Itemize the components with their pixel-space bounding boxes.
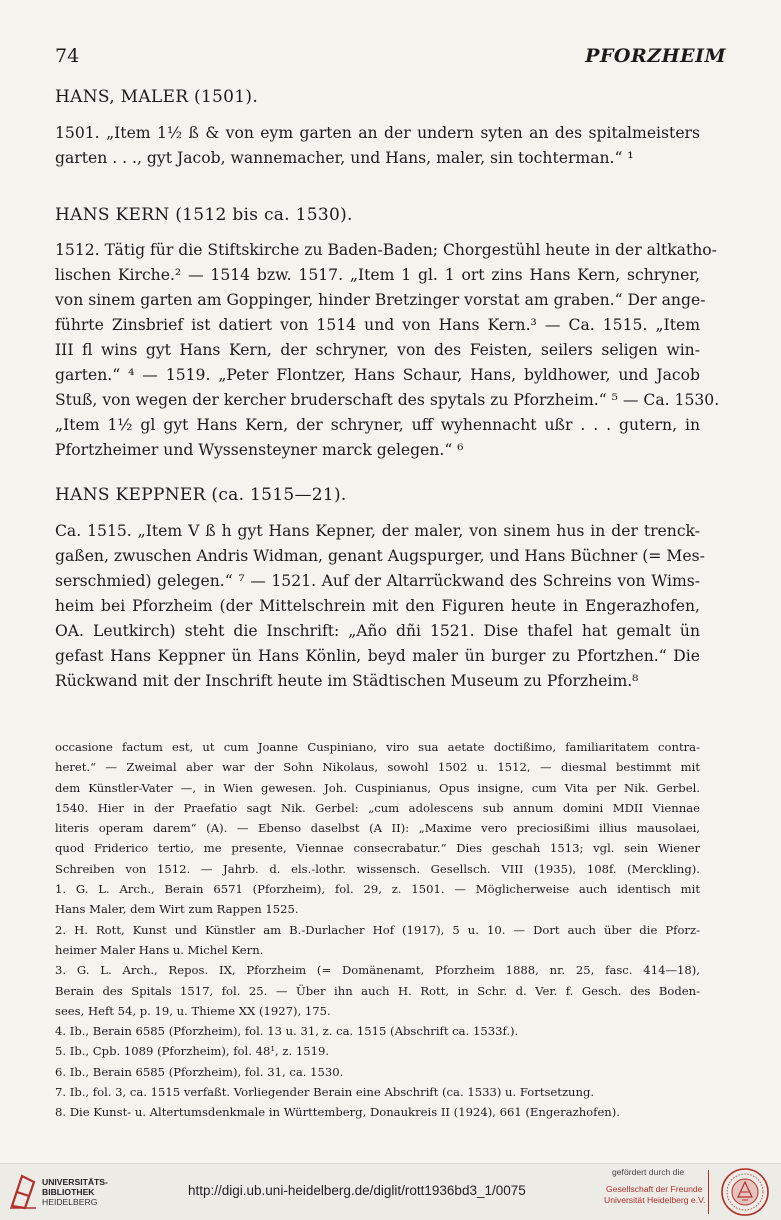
footnote-line: 7. Ib., fol. 3, ca. 1515 verfaßt. Vorliegender Berain eine Abschrift (ca. 1533) u. Fortsetzung.	[55, 1085, 595, 1100]
footnote-line: sees, Heft 54, p. 19, u. Thieme XX (1927), 175.	[55, 1003, 331, 1018]
text-line: gefast Hans Keppner ün Hans Könlin, beyd maler ün burger zu Pfortzhen.“ Die	[55, 647, 700, 665]
section-heading: HANS KEPPNER (ca. 1515—21).	[55, 485, 347, 505]
footnote-line: heret.“ — Zweimal aber war der Sohn Nikolaus, sowohl 1502 u. 1512, — diesmal bestimmt mit	[55, 760, 700, 775]
viewer-footer	[0, 1163, 781, 1220]
text-line: „Item 1½ gl gyt Hans Kern, der schryner, uff wyhennacht ußr . . . gutern, in	[55, 416, 700, 434]
footnote-line: quod Friderico tertio, me presente, Viennae consecrabatur.“ Dies geschah 1513; vgl. sein Wiener	[55, 841, 700, 856]
text-line: OA. Leutkirch) steht die Inschrift: „Año dñi 1521. Dise thafel hat gemalt ün	[55, 622, 700, 640]
footer-divider	[708, 1170, 709, 1214]
text-line: heim bei Pforzheim (der Mittelschrein mit den Figuren heute in Engerazhofen,	[55, 597, 700, 615]
section-body	[55, 238, 720, 463]
page-number: 74	[55, 45, 80, 67]
sponsor-name: Universität Heidelberg e.V.	[604, 1195, 706, 1205]
text-line: gaßen, zwuschen Andris Widman, genant Augspurger, und Hans Büchner (= Mes-	[55, 547, 705, 565]
footnote-line: 6. Ib., Berain 6585 (Pforzheim), fol. 31, ca. 1530.	[55, 1064, 344, 1079]
footnote-line: heimer Maler Hans u. Michel Kern.	[55, 942, 264, 957]
footnote-line: occasione factum est, ut cum Joanne Cuspiniano, viro sua aetate doctißimo, familiaritatem contra-	[55, 740, 700, 754]
footnote-line: Berain des Spitals 1517, fol. 25. — Über ihn auch H. Rott, in Schr. d. Ver. f. Gesch. des Boden-	[55, 983, 700, 998]
text-line: Pfortzheimer und Wyssensteyner marck gelegen.“ ⁶	[55, 441, 464, 459]
footnote-line: literis operam darem“ (A). — Ebenso daselbst (A II): „Maxime vero preciosißimi illius mausolaei,	[55, 821, 700, 836]
footnotes	[55, 737, 700, 1123]
text-line: 1512. Tätig für die Stiftskirche zu Baden-Baden; Chorgestühl heute in der altkatho-	[55, 241, 717, 259]
footnote-line: Hans Maler, dem Wirt zum Rappen 1525.	[55, 902, 299, 917]
library-line: UNIVERSITÄTS-	[42, 1177, 108, 1187]
footnote-line: 4. Ib., Berain 6585 (Pforzheim), fol. 13 u. 31, z. ca. 1515 (Abschrift ca. 1533f.).	[55, 1024, 519, 1039]
university-seal-icon[interactable]	[720, 1167, 770, 1217]
text-line: Rückwand mit der Inschrift heute im Städtischen Museum zu Pforzheim.⁸	[55, 672, 639, 690]
footnote-line: 5. Ib., Cpb. 1089 (Pforzheim), fol. 48¹, z. 1519.	[55, 1044, 330, 1059]
footnote-line: 1540. Hier in der Praefatio sagt Nik. Gerbel: „cum adolescens sub annum domini MDII Viennae	[55, 800, 700, 815]
library-name[interactable]	[42, 1177, 108, 1207]
library-line: BIBLIOTHEK	[42, 1187, 95, 1197]
footnote-line: 2. H. Rott, Kunst und Künstler am B.-Durlacher Hof (1917), 5 u. 10. — Dort auch über die Pforz-	[55, 922, 700, 937]
text-line: von sinem garten am Goppinger, hinder Bretzinger vorstat am graben.“ Der ange-	[55, 291, 706, 309]
sponsor-name: Gesellschaft der Freunde	[606, 1184, 703, 1194]
footnote-line: Schreiben von 1512. — Jahrb. d. els.-lothr. wissensch. Gesellsch. VIII (1935), 108f. (Merckling).	[55, 861, 700, 876]
page-header	[55, 45, 726, 73]
section-body	[55, 519, 705, 694]
footnote-line: 8. Die Kunst- u. Altertumsdenkmale in Württemberg, Donaukreis II (1924), 661 (Engerazhofen).	[55, 1105, 620, 1120]
text-line: serschmied) gelegen.“ ⁷ — 1521. Auf der Altarrückwand des Schreins von Wims-	[55, 572, 700, 590]
permalink-url[interactable]: http://digi.ub.uni-heidelberg.de/diglit/rott1936bd3_1/0075	[188, 1183, 526, 1198]
section-heading: HANS KERN (1512 bis ca. 1530).	[55, 205, 353, 225]
text-line: lischen Kirche.² — 1514 bzw. 1517. „Item 1 gl. 1 ort zins Hans Kern, schryner,	[55, 266, 700, 284]
text-line: III fl wins gyt Hans Kern, der schryner, von des Feisten, seilers seligen win-	[55, 341, 700, 359]
ub-heidelberg-logo-icon[interactable]	[8, 1172, 38, 1210]
section-heading: HANS, MALER (1501).	[55, 87, 259, 107]
sponsor-label: gefördert durch die	[612, 1167, 685, 1177]
section-body	[55, 121, 700, 171]
text-line: 1501. „Item 1½ ß & von eym garten an der undern syten an des spitalmeisters	[55, 124, 700, 142]
text-line: Stuß, von wegen der kercher bruderschaft des spytals zu Pforzheim.“ ⁵ — Ca. 1530.	[55, 391, 720, 409]
text-line: Ca. 1515. „Item V ß h gyt Hans Kepner, der maler, von sinem hus in der trenck-	[55, 522, 700, 540]
text-line: garten . . ., gyt Jacob, wannemacher, und Hans, maler, sin tochterman.“ ¹	[55, 149, 634, 167]
footnote-line: dem Künstler-Vater —, in Wien gewesen. Joh. Cuspinianus, Opus insigne, cum Vita per Nik. Gerbel.	[55, 780, 700, 795]
footnote-line: 1. G. L. Arch., Berain 6571 (Pforzheim), fol. 29, z. 1501. — Möglicherweise auch identisch mit	[55, 882, 700, 897]
running-head: PFORZHEIM	[585, 45, 726, 67]
footnote-line: 3. G. L. Arch., Repos. IX, Pforzheim (= Domänenamt, Pforzheim 1888, nr. 25, fasc. 414—18),	[55, 963, 700, 978]
text-line: führte Zinsbrief ist datiert von 1514 und von Hans Kern.³ — Ca. 1515. „Item	[55, 316, 700, 334]
library-line: HEIDELBERG	[42, 1197, 98, 1207]
text-line: garten.“ ⁴ — 1519. „Peter Flontzer, Hans Schaur, Hans, byldhower, und Jacob	[55, 366, 700, 384]
